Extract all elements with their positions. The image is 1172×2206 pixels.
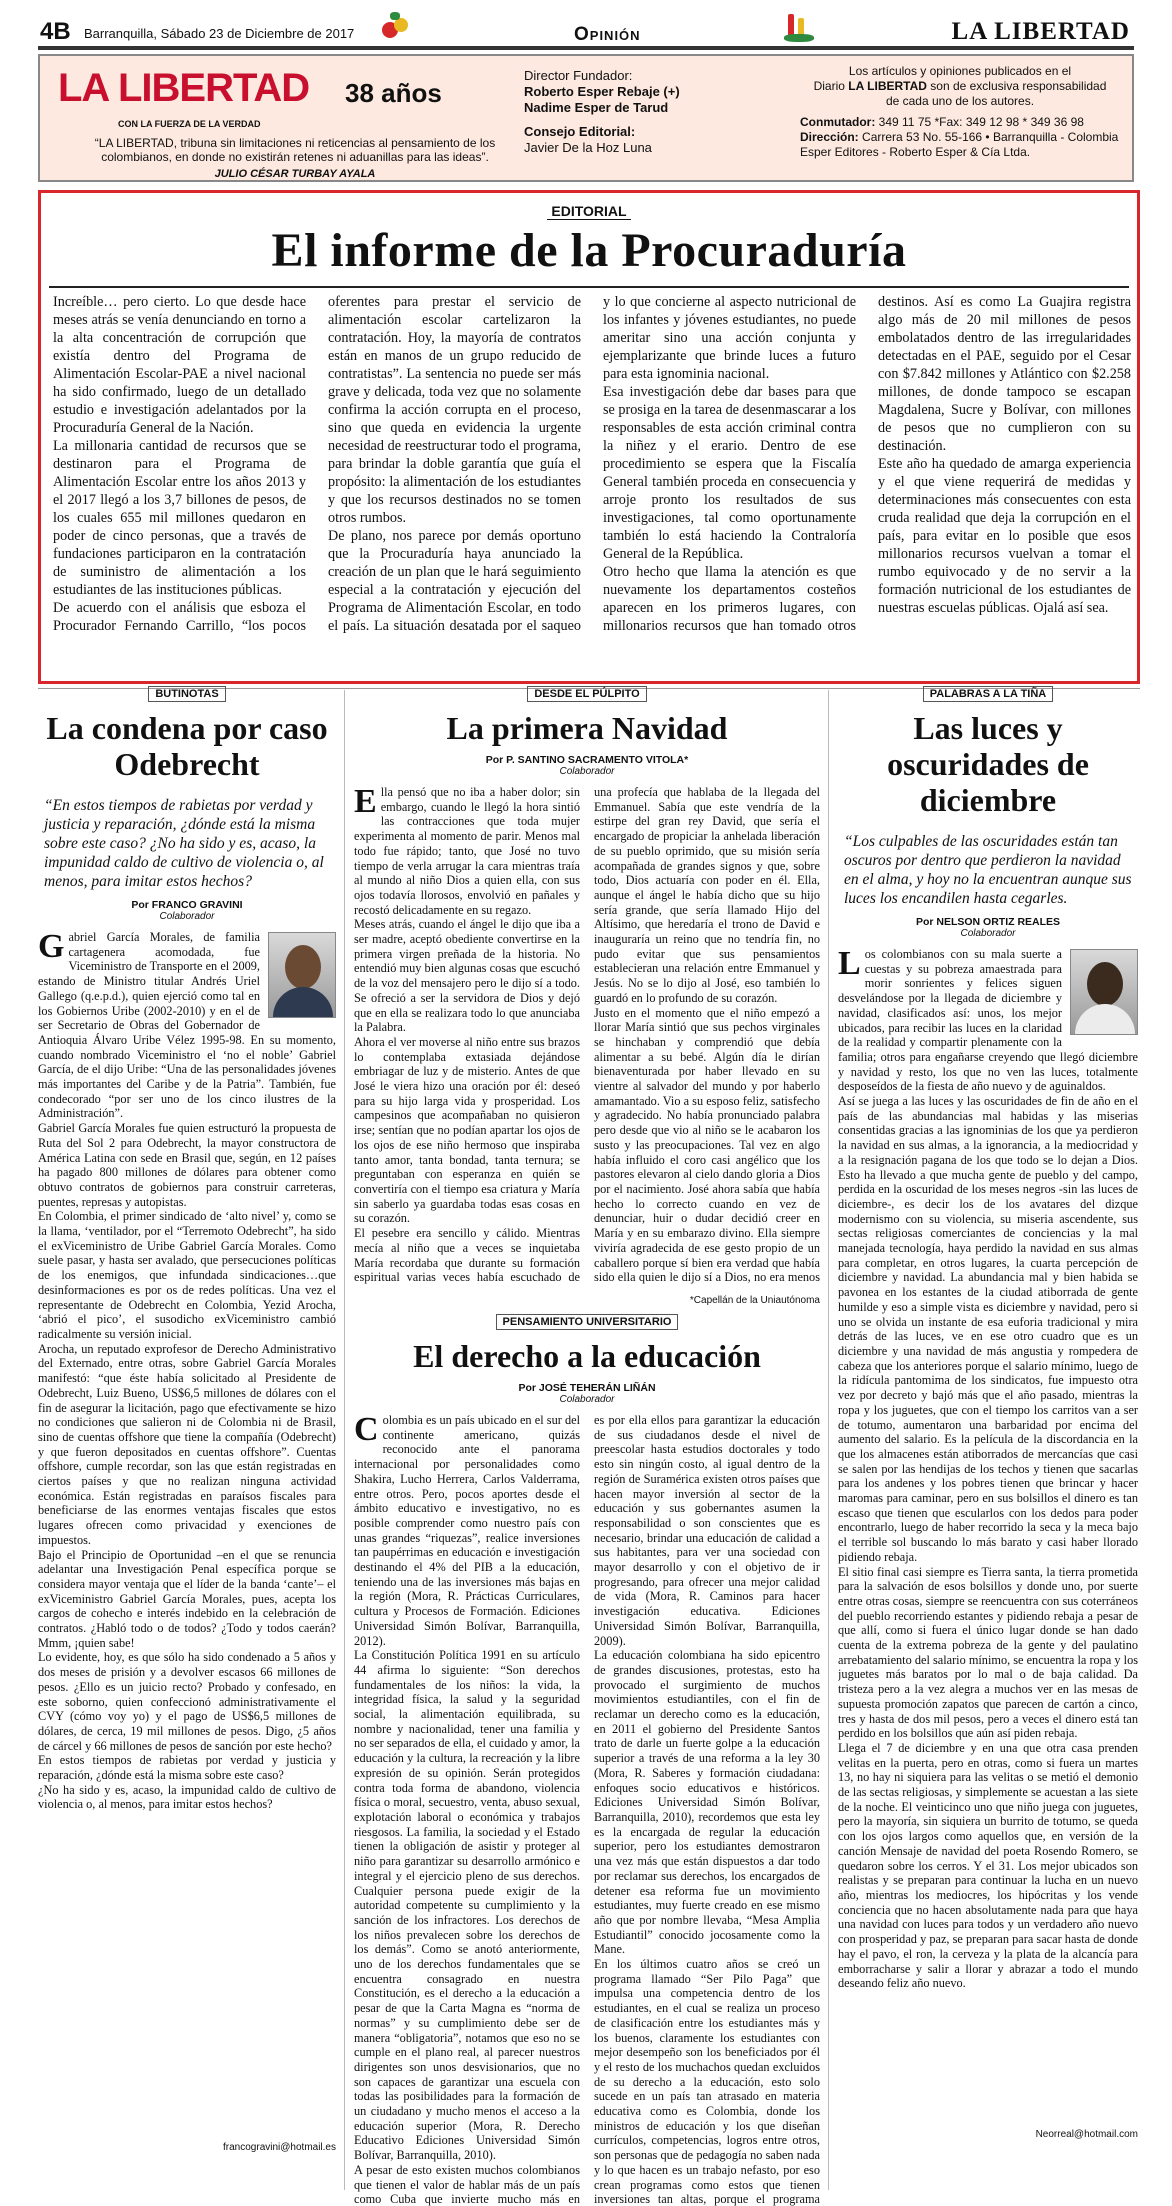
masthead-logo: LA LIBERTAD (58, 66, 310, 110)
kicker-text: PENSAMIENTO UNIVERSITARIO (496, 1314, 679, 1330)
masthead-quote: “LA LIBERTAD, tribuna sin limitaciones ni reticencias al pensamiento de los colombianos, en donde no existirán retenes ni aduanillas para las ideas”. (94, 136, 496, 164)
paragraph: La millonaria cantidad de recursos que se destinaron para el Programa de Alimentación Escolar entre los años 2013 y el 2017 llegó a los 3,7 billones de pesos, de los cuales 655 mil millones quedaron en poder de cinco personas, que a través de fundaciones participaron en la contratación de suministro de alimentación a los estudiantes de las instituciones públicas. (53, 438, 306, 598)
founder-label: Director Fundador: (524, 68, 633, 83)
paragraph: abriel García Morales, de familia cartagenera acomodada, fue Viceministro de Transporte en el 2009, estando de Ministro titular Andrés Uriel Gallego (q.e.p.d.), quien ejerció como tal en los Gobiernos Uribe (2002-2010) y en el de ser Secretario de Obras del Gobernador de Antioquia Álvaro Uribe Vélez 1995-98. En su momento, cuando nombrado Viceministro el ‘no el noble’ Gabriel García, de el dijo Uribe: “Una de las personalidades jóvenes más importantes del Caribe y de la Patria”. También, fue condecorado “por ser uno de los cinco ilustres de la Administración”. (38, 930, 336, 1121)
paragraph: De acuerdo con el análisis que esboza el Procurador Fernando Carrillo, “los pocos oferentes para prestar el servicio de alimentación escolar cartelizaron la contratación. Hoy, la mayoría de contratos están en manos de un grupo reducido de contratistas”. La sentencia no puede ser más grave y delicada, toda vez que no solamente confirma la acción corrupta en el proceso, sino que queda en evidencia la urgente necesidad de reestructurar todo el programa, para brindar la doble garantía que guía el propósito: la alimentación de los estudiantes y que los recursos destinados no se tomen otros rumbos. (53, 294, 581, 634)
article-body (354, 785, 820, 1295)
author-photo (1070, 949, 1138, 1035)
article-role: Colaborador (559, 766, 615, 777)
phone-line (800, 115, 1120, 130)
article-headline: La condena por caso Odebrecht (46, 710, 328, 782)
address-label: Dirección: (800, 130, 859, 144)
article-role: Colaborador (559, 1394, 615, 1405)
editorial-kicker-text: EDITORIAL (547, 203, 630, 220)
council-member: Javier De la Hoz Luna (524, 140, 652, 155)
paragraph: Bajo el Principio de Oportunidad –en el que se renuncia adelantar una Investigación Penal específica porque se considera mayor ventaja que el líder de la banda ‘cante’– el exViceministro Gabriel García Morales, pues, acepta los cargos de cohecho e interés indebido en la celebración de contratos. ¿Habló todo o de todos? ¿Todo y todos caerán? Mmm, ¡quien sabe! (38, 1547, 336, 1650)
paragraph: Ahora el ver moverse al niño entre sus brazos lo contemplaba extasiada dejándose embriagar de luz y de misterio. Antes de que José le viera hizo una oración por él: deseó para su hijo larga vida y prosperidad. Los campesinos que acompañaban no quisieron irse; sentían que no podían apartar los ojos de los ojos de ese niño hermoso que inspiraba tanto amor, tanta bondad, tanta ternura; se preguntaban con esperanza en quién se convertiría con el tiempo esa criatura y María sin saberlo ya guardaba todas esas cosas en su corazón. (354, 1034, 580, 1226)
paragraph: Lo evidente, hoy, es que sólo ha sido condenado a 5 años y dos meses de prisión y a devolver escasos 66 millones de pesos. ¿Ello es un juicio recto? Probado y confesado, en este soborno, quien confeccionó administrativamente el CVY (cómo voy yo) y el pago de US$6,5 millones de dólares, de cerca, 19 mil millones de pesos. Digo, ¿5 años de cárcel y 66 millones de pesos de sanción por este hecho? (38, 1650, 336, 1753)
editorial-title: El informe de la Procuraduría (271, 224, 907, 277)
paragraph: En Colombia, el primer sindicado de ‘alto nivel’ y, como se la llama, ‘ventilador, por el “Terremoto Odebrecht”, ha sido el exViceministro de Uribe Gabriel García Morales. Como suele pasar, y hasta ser avalado, que persecuciones políticas de los enemigos, que infundada sindicaciones…que desinformaciones es por os de redes políticas. Una vez el representante de Odebrecht en Colombia, Yezid Arocha, ‘abrió el pico’, el susodicho exViceministro cambió radicalmente su versión inicial. (38, 1209, 336, 1341)
paragraph: A pesar de esto existen muchos colombianos que tienen el valor de hablar más de un país como Cuba que invierte mucho más en es por ella ellos para garantizar la educación de sus ciudadanos desde el nivel de preescolar hasta estudios doctorales y todo esto sin ningún costo, al igual dentro de la región de Suramérica existen otros países que hacen mayor inversión al sector de la educación y sus gobernantes asumen la responsabilidad o son conscientes que es necesario, brindar una educación de calidad a sus habitantes, para ver una sociedad con mayor desarrollo y con el objetivo de ir progresando, para ofrecer una mejor calidad de vida (Mora, R. Caminos para hacer investigación educativa. Ediciones Universidad Simón Bolívar, Barranquilla, 2009). (354, 1413, 820, 2206)
article-paragraphs (354, 1413, 820, 2206)
notice-prefix: Diario (813, 79, 849, 93)
paragraph: Así se juega a las luces y las oscuridades de fin de año en el país de las abundancias mal habidas y las miserias consentidas gracias a las ignominias de los que ya perdieron la navidad en sus almas, a la ignorancia, a la mediocridad y a la resignación pagana de los que todo se lo dejan a Dios. Esto ha llevado a que mucha gente de pueblo y del campo, perdida en la oscuridad de los meses negros -sin las luces de diciembre-, es decir los de los avatares del dizque modernismo con su violencia, su miseria ascendente, sus sectas religiosas comerciantes de conciencias y la mal manejada tecnología, haya perdido la navidad en sus almas para completar, en otros lugares, la cuarta percepción de diciembre y navidad. La abundancia mal y bien habida se pavonea en los estantes de la ciudad atiborrada de gente humilde y eso a simple vista es diciembre y navidad, pero si uno se olvida un instante de esa euforia tradicional y mira detrás de las luces, ve en ese otro cuadro que es un diciembre y una navidad de más angustia y rompedera de cabeza que los anteriores porque el salario mínimo, luego de la ridícula pantomima de los sindicatos, fue impuesto otra vez por decreto y bajó más que el año pasado, mientras la ropa y los juguetes, que con el tiempo los carritos van a ser de totumo, aumentaron una barbaridad por encima del aumento del salario. Es la película de la discordancia en la que los almacenes están atiborrados de mercancías que casi se salen por las hendijas de los techos y tienen que sacarlas para los andenes y los pobres tienen que brincar y hacer maromas para caminar, pero en sus bolsillos el dinero es tan escaso que tienen que escularlos con los dedos para poder encontrarlo, luego de haber recorrido la seca y la meca bajo el terrible sol buscando lo más barato y casi haber llorado pidiendo rebaja. (838, 1094, 1138, 1564)
column-divider (344, 690, 345, 2190)
article-kicker (38, 686, 336, 702)
phone-label: Conmutador: (800, 115, 876, 129)
editorial-kicker (41, 203, 1137, 219)
article-byline: Por FRANCO GRAVINI (131, 899, 243, 911)
article-headline: Las luces y oscuridades de diciembre (887, 710, 1089, 818)
notice-line-2 (800, 79, 1120, 94)
notice-line-1: Los artículos y opiniones publicados en el (848, 64, 1072, 78)
article-footnote: *Capellán de la Uniautónoma (689, 1295, 820, 1306)
council-label: Consejo Editorial: (524, 124, 636, 139)
article-luces-oscuridades (838, 684, 1138, 2140)
article-paragraphs (354, 785, 820, 1295)
article-kicker (354, 1314, 820, 1330)
kicker-text: DESDE EL PÚLPITO (527, 686, 646, 702)
paragraph: La educación colombiana ha sido epicentro de grandes discusiones, protestas, esto ha provocado el surgimiento de muchos movimientos estudiantiles, con el fin de reclamar un derecho como es la educación, en 2011 el gobierno del Presidente Santos trato de darle un fuerte golpe a la educación superior a través de una reforma a la ley 30 (Mora, R. Saberes y formación ciudadana: enfoques socio educativos e históricos. Ediciones Universidad Simón Bolívar, Barranquilla, 2010), recordemos que esta ley es la encargada de regular la educación superior, pero los estudiantes demostraron una vez más que están dispuestos a dar todo por reclamar sus derechos, los encargados de detener esa reforma fue un movimiento estudiantes, muy fuerte creado en ese mismo año que por nombre llevaba, “Mesa Amplia Estudiantil” conocido jocosamente como la Mane. (594, 1648, 820, 1957)
article-headline: La primera Navidad (446, 710, 728, 746)
page-number: 4B (40, 18, 71, 45)
article-byline: Por JOSÉ TEHERÁN LIÑÁN (518, 1382, 656, 1394)
paragraph: os colombianos con su mala suerte a cuestas y su pobreza amaestrada para morir sonrientes y felices siguen desvelándose por la llegada de diciembre y navidad, clasificados así: unos, los mejor ubicados, para recibir las luces en la claridad de la realidad y compartir plenamente con la familia; otros para engañarse creyendo que llegó diciembre y navidad y resto, los que no ven las luces, totalmente desposeídos de la fiesta de año nuevo y de aguinaldos. (838, 947, 1138, 1094)
article-body (38, 930, 336, 2142)
paragraph: Llega el 7 de diciembre y en una que otra casa prenden velitas en la puerta, pero en otras, como si fuera un martes 13, no hay ni siquiera para las velitas o se metió el demonio de las sectas religiosas, y simplemente se acuestan a las siete de la noche. El veinticinco uno que niño juega con juguetes, pero la mayoría, sin siquiera un burrito de totumo, se queda con los ojos largos como aquellos que, en versión de la canción Mensaje de navidad del poeta Rosendo Romero, se quedaron sobre los cerros. Y el 31. Los mejor ubicados son realistas y se preparan para continuar la lucha en un nuevo año, mientras los mediocres, los hipócritas y los vende conciencia que no hacen absolutamente nada para que haya una navidad con luces para todos y un verdadero año nuevo con prosperidad y paz, se preparan para sacar hasta de donde hay el pavo, el ron, la cerveza y la plata de la alcancía para emborracharse y salir a llorar y abrazar a todo el mundo deseando feliz año nuevo. (838, 1740, 1138, 1991)
notice-suffix: son de exclusiva responsabilidad (926, 79, 1107, 93)
article-role: Colaborador (159, 911, 215, 922)
paragraph: ¿No ha sido y es, acaso, la impunidad caldo de cultivo de violencia o, al menos, para imitar estos hechos? (38, 1782, 336, 1812)
article-body (354, 1413, 820, 2206)
masthead (38, 54, 1134, 182)
article-headline: El derecho a la educación (413, 1338, 761, 1374)
masthead-contact (800, 64, 1120, 160)
phone-value: 349 11 75 *Fax: 349 12 98 * 349 36 98 (878, 115, 1084, 129)
editorial-rule (49, 286, 1129, 288)
dropcap: C (354, 1413, 379, 1448)
article-paragraphs (38, 930, 336, 1812)
christmas-ornament-icon (378, 12, 412, 42)
paragraph: Arocha, un reputado exprofesor de Derecho Administrativo del Externado, entre otras, sobre Gabriel García Morales manifestó: “que éste había solicitado al Presidente de Odebrecht, Luiz Bueno, US$6,5 millones de dólares con el fin de asegurar la licitación, pago que efectivamente se hizo no condiciones que salieron ni de Colombia ni de Brasil, sino de cuentas offshore que tiene la compañía (Odebrecht) y que fueron depositados en cuentas offshore”. Cuentas offshore, cumple recordar, son las que están registradas en ciertos países y que no realizan ninguna actividad económica. Están registradas en paraísos fiscales para beneficiarse de las enormes ventajas fiscales que estos lugares ofrecen como privacidad y exenciones de impuestos. (38, 1341, 336, 1547)
article-byline: Por NELSON ORTIZ REALES (915, 916, 1061, 928)
paragraph: Justo en el momento que el niño empezó a llorar María sintió que sus pechos virginales se hinchaban y comprendió que debía alimentar a su bebé. Algún día le dirían bienaventurada por haber llevado en su vientre al salvador del mundo y por haberlo amamantado. Vio a su esposo feliz, satisfecho y agradecido. No había pronunciado palabra pero desde que vio al niño se le acabaron los susto y las preocupaciones. Tal vez en algo había influido el coro casi angélico que los pastores elevaron al cielo dando gloria a Dios por el nacimiento. José ahora sabía que había hecho lo correcto cuando en vez de denunciar, huir o dudar decidió creer en María y en su embarazo divino. Ella siempre viviría agradecida de ese gesto propio de un caballero porque sí bien era verdad que había sido ella quien le dijo sí a Dios, no era menos (594, 1005, 820, 1285)
article-primera-navidad (354, 684, 820, 2206)
notice-line-3: de cada uno de los autores. (885, 94, 1035, 108)
paragraph: Increíble… pero cierto. Lo que desde hace meses atrás se venía denunciando en torno a la alta concentración de corrupción que existía dentro del Programa de Alimentación Escolar-PAE a nivel nacional ha sido confirmado, luego de un detallado estudio e investigación adelantados por la Procuraduría General de la Nación. (53, 294, 306, 436)
editorial-box (38, 190, 1140, 684)
masthead-directors (524, 68, 680, 156)
column-divider (828, 690, 829, 2190)
paragraph: Esa investigación debe dar bases para que se prosiga en la tarea de desenmascarar a los responsables de esta acción criminal contra la niñez y el erario. Dentro de ese procedimiento se espera que la Fiscalía General también proceda en consecuencia y arroje pronto los resultados de sus investigaciones, tal como oportunamente también lo está haciendo la Contraloría General de la República. (603, 384, 856, 562)
paragraph: En estos tiempos de rabietas por verdad y justicia y reparación, ¿dónde está la misma sobre este caso? (38, 1753, 336, 1783)
article-dek: “Los culpables de las oscuridades están tan oscuros por dentro que perdieron la navidad en el alma, y hoy no la encuentran aunque sus luces los encandilen hasta cegarles. (844, 833, 1132, 907)
author-email: Neorreal@hotmail.com (1035, 2129, 1138, 2140)
masthead-tagline: CON LA FUERZA DE LA VERDAD (118, 119, 261, 129)
editorial-body (53, 293, 1131, 679)
paragraph: De plano, nos parece por demás oportuno que la Procuraduría haya anunciado la creación de un plan que le hará seguimiento especial a la contratación y ejecución del Programa de Alimentación Escolar, en todo el país. La situación desatada por el saqueo y lo que concierne al aspecto nutricional de los infantes y jóvenes estudiantes, no puede ameritar sino una acción conjunta y ejemplarizante que brinde luces a futuro para esta ignominia nacional. (328, 294, 856, 634)
paragraph: Otro hecho que llama la atención es que nuevamente los departamentos costeños aparecen en los primeros lugares, con millonarios recursos que han tomado otros destinos. Así es como La Guajira registra algo más de 20 mil millones de pesos embolatados dentro de las irregularidades detectadas en el PAE, seguido por el Cesar con $7.842 millones y Atlántico con $2.258 millones, de donde tampoco se escapan Magdalena, Sucre y Bolívar, con millones de pesos que no cumplieron con su destinación. (603, 294, 1131, 634)
paragraph: olombia es un país ubicado en el sur del continente americano, quizás reconocido ante el panorama internacional por personalidades como Shakira, Lucho Herrera, Carlos Valderrama, entre otros. Pero, pocos aportes desde el ámbito educativo e investigativo, no es posible comprender como nuestro país con unas grandes “riquezas”, realice inversiones tan paupérrimas en educación e investigación destinando el 4% del PIB a la educación, teniendo una de las inversiones más bajas en la región (Mora, R. Prácticas Curriculares, cultura y Procesos de Formación. Ediciones Universidad Simón Bolívar, Barranquilla, 2012). (354, 1413, 580, 1648)
issue-date: Barranquilla, Sábado 23 de Diciembre de 2017 (84, 26, 355, 41)
address-value: Carrera 53 No. 55-166 • Barranquilla - Colombia (862, 130, 1119, 144)
paper-name: LA LIBERTAD (951, 18, 1130, 45)
article-byline: Por P. SANTINO SACRAMENTO VITOLA* (485, 754, 689, 766)
founder-1: Roberto Esper Rebaje (+) (524, 84, 680, 99)
paragraph: La Constitución Política 1991 en su artículo 44 afirma lo siguiente: “Son derechos fundamentales de los niños: la vida, la integridad física, la salud y la seguridad social, la alimentación equilibrada, su nombre y nacionalidad, tener una familia y no ser separados de ella, el cuidado y amor, la educación y la cultura, la recreación y la libre expresión de su opinión. Serán protegidos contra toda forma de abandono, violencia física o moral, secuestro, venta, abuso sexual, explotación laboral o económica y trabajos riesgosos. La familia, la sociedad y el Estado tienen la obligación de asistir y proteger al niño para garantizar su desarrollo armónico e integral y el ejercicio pleno de sus derechos. Cualquier persona puede exigir de la autoridad competente su cumplimiento y la sanción de los infractores. Los derechos de los niños prevalecen sobre los derechos de los demás”. Como se anotó anteriormente, uno de los derechos fundamentales que se encuentra consagrado en nuestra Constitución, es el derecho a la educación a pesar de que la Carta Magna es “norma de normas” y su cumplimiento debe ser de manera “obligatoria”, notamos que eso no se cumple en el plano real, al parecer nuestros dirigentes son unos desvisionarios, que no son capaces de garantizar una escuela con todas las posibilidades para la formación de un ciudadano y mucho menos el acceso a la educación superior (Mora, R. Derecho Educativo Ediciones Universidad Simón Bolívar, Barranquilla, 2010). (354, 1648, 580, 2163)
page-header (38, 14, 1134, 50)
article-kicker (354, 686, 820, 702)
dropcap: G (38, 930, 65, 965)
article-kicker (838, 686, 1138, 702)
paragraph: Este año ha quedado de amarga experiencia y el que viene requerirá de medidas y determinaciones más consecuentes con esta cruda realidad que deja la corrupción en el país, para evitar en lo posible que esos millonarios recursos vuelvan a tomar el rumbo equivocado y de no servir a la formación nutricional de los estudiantes de nuestras escuelas públicas. Ojalá así sea. (878, 456, 1131, 616)
kicker-text: BUTINOTAS (148, 686, 225, 702)
article-body (838, 947, 1138, 2129)
paragraph: lla pensó que no iba a haber dolor; sin embargo, cuando le llegó la hora sintió las contracciones que toda mujer experimenta al momento de parir. Menos mal todo fue rápido; tanto, que José no tuvo tiempo de verla arrugar la cara mientras traía al mundo al niño Dios a quien ella, con sus ojos todavía llorosos, envolvió en pañales y recostó delicadamente en su regazo. (354, 785, 580, 917)
publisher: Esper Editores - Roberto Esper & Cía Ltda. (800, 145, 1031, 159)
article-role: Colaborador (960, 928, 1016, 939)
paragraph: En los últimos cuatro años se creó un programa llamado “Ser Pilo Paga” que impulsa una competencia dentro de los estudiantes, en el cual se realiza un proceso de clasificación entre los estudiantes más y los buenos, claramente los estudiantes con mejor desempeño son los beneficiados por él y el resto de los muchachos quedan excluidos de su derecho a la educación, esto solo sucede en un país tan atrasado en materia educativa como es Colombia, donde los ministros de educación y los que diseñan currículos, competencias, logros entre otros, son personas que de pedagogía no saben nada y lo que hacen es un trabajo nefasto, por eso crean programas como estos que tienen inversiones tan altas, porque el programa (594, 1957, 820, 2206)
christmas-candles-icon (782, 12, 816, 42)
dropcap: E (354, 785, 377, 820)
author-email: francogravini@hotmail.es (223, 2142, 336, 2153)
founder-2: Nadime Esper de Tarud (524, 100, 669, 115)
kicker-text: PALABRAS A LA TIÑA (923, 686, 1054, 702)
paragraph: Gabriel García Morales fue quien estructuró la propuesta de Ruta del Sol 2 para Odebrecht, la mayor constructora de América Latina con sede en Brasil que, según, en 12 países ha pagado 800 millones de dólares para obtener como obtuvo contratos de gobiernos para construir carreteras, puentes, represas y autopistas. (38, 1121, 336, 1209)
author-photo (268, 932, 336, 1018)
dropcap: L (838, 947, 861, 982)
article-dek: “En estos tiempos de rabietas por verdad y justicia y reparación, ¿dónde está la misma sobre este caso? ¿No ha sido y es, acaso, la impunidad caldo de cultivo de violencia o, al menos, para imitar estos hechos? (44, 797, 324, 890)
article-paragraphs (838, 947, 1138, 1991)
section-name: Opinión (574, 24, 641, 45)
paragraph: Meses atrás, cuando el ángel le dijo que iba a ser madre, aceptó obediente convertirse en la primera virgen preñada de la historia. No entendió muy bien algunas cosas que escuchó de la voz del mensajero pero le dijo sí a todo. Se ofreció a ser la servidora de Dios y dejó que en ella se realizara todo lo que anunciaba la Palabra. (354, 917, 580, 1035)
notice-paper: LA LIBERTAD (848, 79, 927, 93)
article-odebrecht (38, 684, 336, 2153)
paragraph: El pesebre era sencillo y cálido. Mientras mecía al niño que a veces se inquietaba María recordaba que durante su formación espiritual varias veces había escuchado de una profecía que hablaba de la llegada del Emmanuel. Sabía que este vendría de la estirpe del gran rey David, que sería el encargado de propiciar la anhelada liberación de su pueblo oprimido, que su misión sería acompañada de grandes signos y que, sobre todo, Dios actuaría con poder en él. Ella, aunque el ángel le había dicho que su hijo sería grande, que sería llamado Hijo del Altísimo, que heredaría el trono de David e inauguraría un reino que no tendría fin, no pudo evitar que sus pensamientos establecieran una relación entre Emmanuel y Jesús. No se lo dijo al José, eso también lo guardó en lo profundo de su corazón. (354, 785, 820, 1285)
masthead-years: 38 años (345, 78, 442, 108)
responsibility-notice (800, 64, 1120, 109)
masthead-quote-author: JULIO CÉSAR TURBAY AYALA (214, 168, 376, 180)
paragraph: El sitio final casi siempre es Tierra santa, la tierra prometida para la salvación de esos bolsillos y donde uno, por suerte entre otras cosas, siempre se reencuentra con sus coterráneos del pueblo recorriendo estantes y pidiendo rebaja a pesar de que allí, como si fuera el único lugar donde se han dado cuenta de la extrema pobreza de la gente y del paulatino arrebatamiento del salario mínimo, se encuentra la ropa y los juguetes más baratos por lo mal o de baja calidad. Da tristeza pero a la vez alegra a muchos ver en las mesas de supuesta promoción zapatos que parecen de cartón a cinco, tres y hasta de dos mil pesos, pero a veces el dinero está tan perdido en los bolsillos que aún así piden rebaja. (838, 1564, 1138, 1741)
address-line (800, 130, 1120, 145)
